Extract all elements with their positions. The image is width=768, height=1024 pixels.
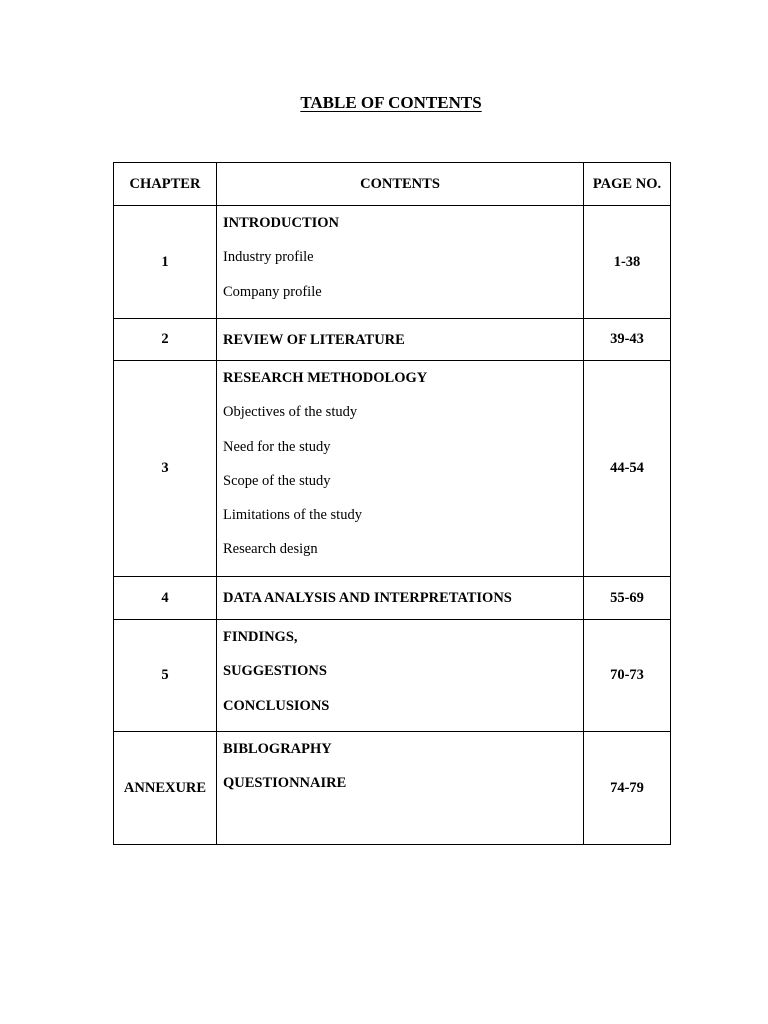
header-contents: CONTENTS [217,163,584,206]
contents-item: CONCLUSIONS [223,697,330,714]
contents-item: Objectives of the study [223,404,358,421]
header-row [114,163,671,206]
table-row [114,732,671,845]
header-page-no: PAGE NO. [584,163,671,206]
toc-body [114,206,671,845]
contents-cell [217,577,584,620]
contents-item: DATA ANALYSIS AND INTERPRETATIONS [223,590,512,606]
page-range-cell: 55-69 [584,577,671,620]
contents-cell [217,620,584,732]
contents-cell [217,319,584,361]
page-range-cell: 1-38 [584,206,671,319]
contents-list [223,589,583,607]
table-of-contents [113,162,671,845]
chapter-cell: 4 [114,577,217,620]
table-row [114,206,671,319]
page-range-cell: 44-54 [584,361,671,577]
chapter-cell: 1 [114,206,217,319]
contents-item: INTRODUCTION [223,215,340,231]
chapter-cell: ANNEXURE [114,732,217,845]
contents-item: RESEARCH METHODOLOGY [223,370,428,386]
contents-item: Limitations of the study [223,507,362,524]
contents-item: Scope of the study [223,472,331,489]
chapter-cell: 3 [114,361,217,577]
table-row [114,319,671,361]
header-chapter: CHAPTER [114,163,217,206]
contents-list [223,620,583,731]
contents-item: SUGGESTIONS [223,663,327,680]
page-range-cell: 70-73 [584,620,671,732]
page-range-cell: 39-43 [584,319,671,361]
contents-cell [217,206,584,319]
contents-item: QUESTIONNAIRE [223,775,347,792]
contents-item: FINDINGS, [223,629,298,645]
contents-list [223,732,583,809]
contents-item: Company profile [223,283,322,300]
page-range-cell: 74-79 [584,732,671,845]
contents-cell [217,361,584,577]
contents-item: Need for the study [223,438,331,455]
contents-cell [217,732,584,845]
contents-item: Research design [223,541,318,558]
document-title: TABLE OF CONTENTS [300,93,482,112]
contents-item: BIBLOGRAPHY [223,741,332,757]
chapter-cell: 2 [114,319,217,361]
contents-list [223,206,583,317]
contents-item: Industry profile [223,249,314,266]
contents-list [223,361,583,575]
contents-item: REVIEW OF LITERATURE [223,331,405,348]
table-row [114,620,671,732]
chapter-cell: 5 [114,620,217,732]
table-row [114,361,671,577]
contents-list [223,331,583,349]
table-row [114,577,671,620]
